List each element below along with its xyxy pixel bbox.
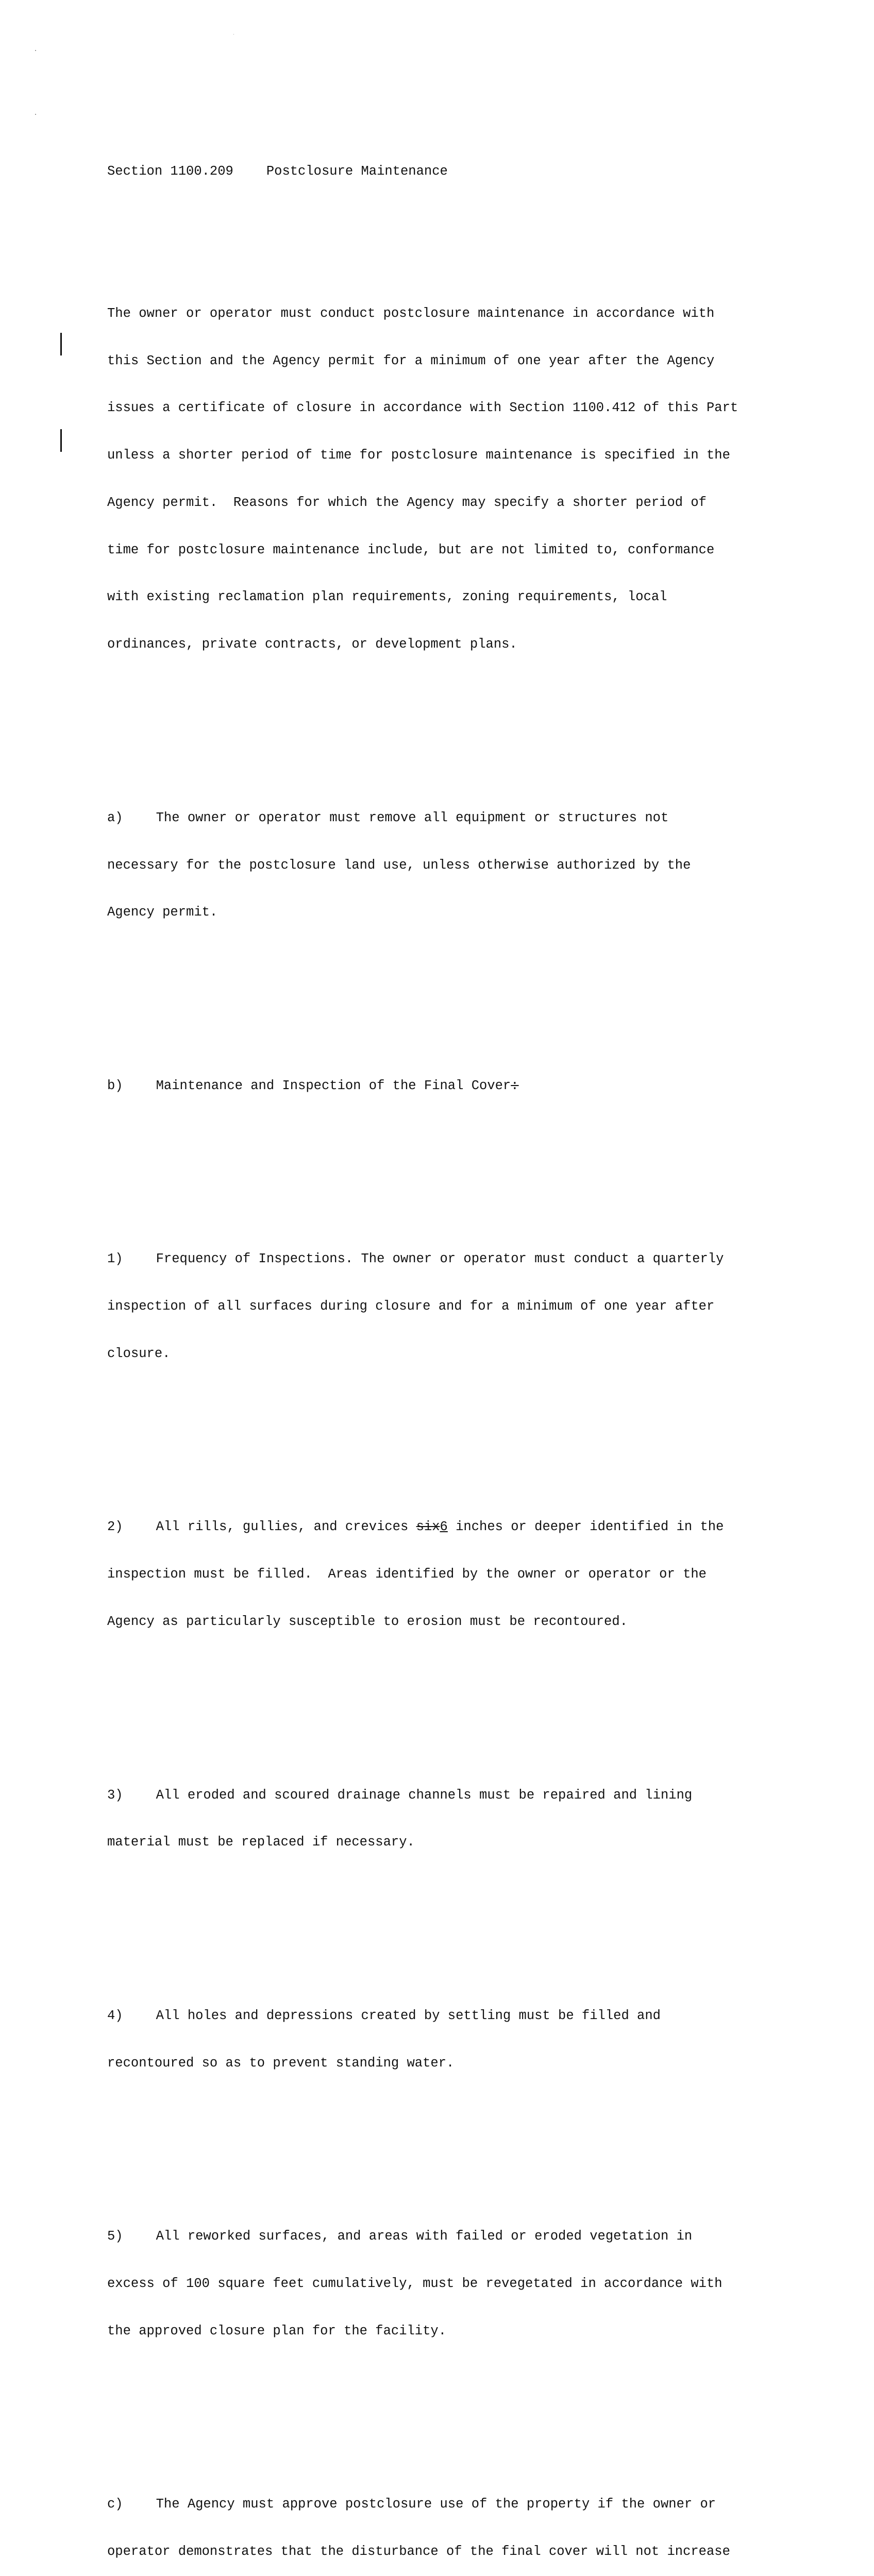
text-line: inspection must be filled. Areas identified by the owner or operator or the xyxy=(107,1567,707,1582)
item-1 xyxy=(107,1220,798,1394)
text-line: 5) All reworked surfaces, and areas with failed or eroded vegetation in xyxy=(107,2229,693,2244)
text-line: with existing reclamation plan requirements, zoning requirements, local xyxy=(107,589,667,605)
item-marker: 3) xyxy=(107,1787,123,1803)
text-line: operator demonstrates that the disturbance of the final cover will not increase xyxy=(107,2544,730,2560)
subsection-a xyxy=(107,779,798,953)
text-line: Agency as particularly susceptible to erosion must be recontoured. xyxy=(107,1614,628,1629)
revision-bar xyxy=(60,333,62,355)
scan-speck xyxy=(233,34,234,35)
section-number: Section 1100.209 xyxy=(107,164,233,179)
subsection-marker: b) xyxy=(107,1078,123,1093)
text-line: a) The owner or operator must remove all equipment or structures not xyxy=(107,810,669,825)
deleted-text: : xyxy=(511,1078,519,1093)
subsection-c xyxy=(107,2465,798,2576)
text-line: this Section and the Agency permit for a minimum of one year after the Agency xyxy=(107,353,715,368)
subsection-b xyxy=(107,1047,798,1126)
scan-speck xyxy=(35,50,36,51)
text-line: the approved closure plan for the facility. xyxy=(107,2323,447,2338)
item-2 xyxy=(107,1488,798,1662)
text-line: ordinances, private contracts, or development plans. xyxy=(107,637,517,652)
subsection-marker: a) xyxy=(107,810,123,825)
text-line: excess of 100 square feet cumulatively, must be revegetated in accordance with xyxy=(107,2276,722,2291)
item-marker: 2) xyxy=(107,1519,123,1535)
text-line: issues a certificate of closure in accordance with Section 1100.412 of this Part xyxy=(107,400,738,416)
item-marker: 5) xyxy=(107,2229,123,2244)
item-marker: 1) xyxy=(107,1251,123,1267)
text-line: time for postclosure maintenance include, but are not limited to, conformance xyxy=(107,542,715,557)
text-line: Agency permit. Reasons for which the Agency may specify a shorter period of xyxy=(107,495,707,510)
item-5 xyxy=(107,2197,798,2371)
scan-speck xyxy=(35,114,36,115)
text-line: Agency permit. xyxy=(107,905,218,920)
text-line: closure. xyxy=(107,1346,171,1361)
text-line: necessary for the postclosure land use, unless otherwise authorized by the xyxy=(107,857,691,873)
subsection-marker: c) xyxy=(107,2497,123,2512)
section-intro xyxy=(107,275,798,684)
text-line: 1) Frequency of Inspections. The owner or operator must conduct a quarterly xyxy=(107,1251,724,1267)
section-title: Postclosure Maintenance xyxy=(266,164,448,179)
item-4 xyxy=(107,1977,798,2103)
text-line: unless a shorter period of time for postclosure maintenance is specified in the xyxy=(107,448,730,463)
item-3 xyxy=(107,1756,798,1882)
text-line: 3) All eroded and scoured drainage channels must be repaired and lining xyxy=(107,1787,693,1803)
item-marker: 4) xyxy=(107,2008,123,2023)
document-body xyxy=(107,101,798,2576)
revision-bar xyxy=(60,429,62,452)
inserted-text: 6 xyxy=(440,1519,448,1535)
text-line: 2) All rills, gullies, and crevices six6 inches or deeper identified in the xyxy=(107,1519,724,1535)
text-line: b) Maintenance and Inspection of the Final Cover: xyxy=(107,1078,519,1093)
text-line: 4) All holes and depressions created by settling must be filled and xyxy=(107,2008,661,2023)
text-line: c) The Agency must approve postclosure use of the property if the owner or xyxy=(107,2497,716,2512)
text-line: inspection of all surfaces during closure and for a minimum of one year after xyxy=(107,1299,715,1314)
deleted-text: six xyxy=(416,1519,440,1535)
section-heading xyxy=(107,164,798,180)
text-line: recontoured so as to prevent standing water. xyxy=(107,2055,455,2071)
text-line: material must be replaced if necessary. xyxy=(107,1835,415,1850)
text-line: The owner or operator must conduct postclosure maintenance in accordance with xyxy=(107,306,715,321)
